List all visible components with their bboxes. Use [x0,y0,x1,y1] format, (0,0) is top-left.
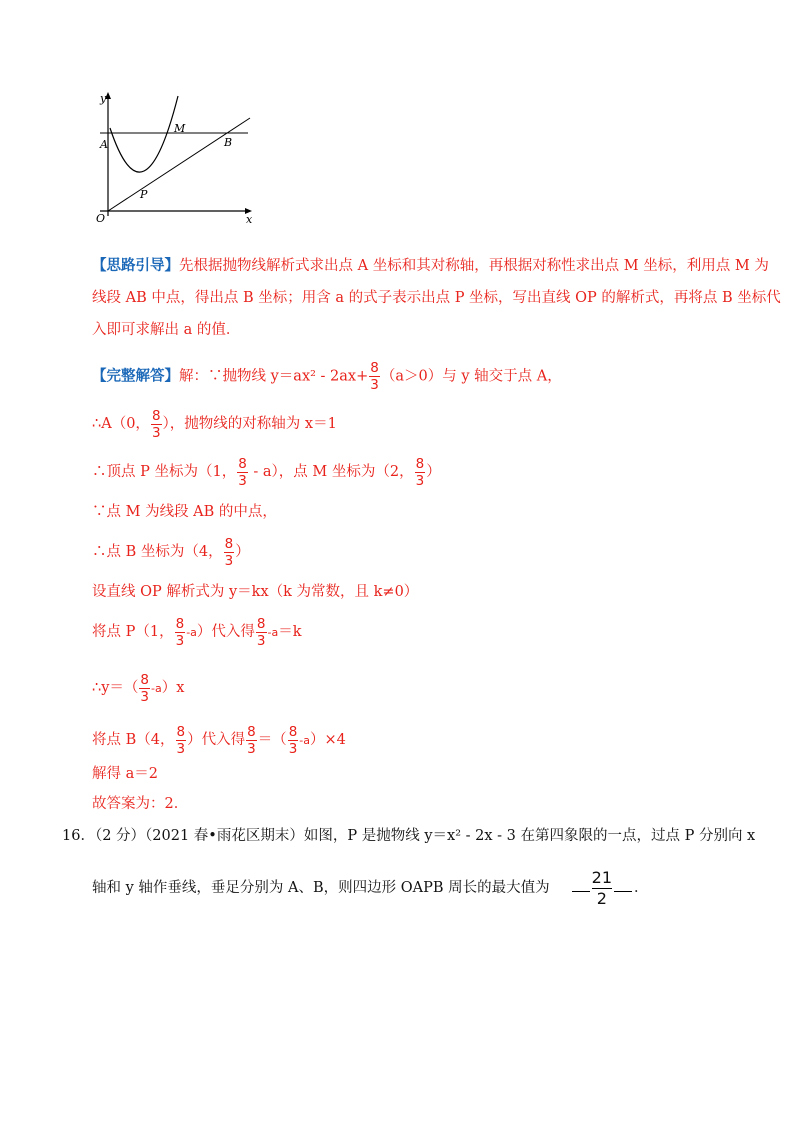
fraction-8-3: $\frac{8}{3}$ [415,455,425,489]
solution-line-8: ∴y＝（ $\frac{8}{3}$ -a）x [92,671,185,705]
answer-fraction: $\frac{21}{2}$ [591,867,612,908]
solution-line-3: ∴顶点 P 坐标为（1， $\frac{8}{3}$ - a），点 M 坐标为（2， $\frac{8}{3}$ ） [92,455,441,489]
hint-text-1: 先根据抛物线解析式求出点 A 坐标和其对称轴，再根据对称性求出点 M 坐标，利用点 M 为 [179,258,769,274]
solution-line-10: 解得 a＝2 [92,766,158,782]
label-y: y [100,92,107,105]
label-B: B [224,136,233,149]
solution-line-4: ∵点 M 为线段 AB 的中点， [92,504,277,520]
solution-line-9: 将点 B（4， $\frac{8}{3}$ ）代入得 $\frac{8}{3}$ ＝（ $\frac{8}{3}$ -a）×4 [92,723,346,757]
hint-line-2: 线段 AB 中点，得出点 B 坐标；用含 a 的式子表示出点 P 坐标，写出直线 OP 的解析式，再将点 B 坐标代 [92,290,781,306]
label-A: A [100,138,108,151]
solution-line-7: 将点 P（1， $\frac{8}{3}$ -a）代入得 $\frac{8}{3}$ -a＝k [92,615,302,649]
solution-line-5: ∴点 B 坐标为（4， $\frac{8}{3}$ ） [92,535,250,569]
answer-blank-left [572,877,590,892]
parabola-diagram [90,88,260,228]
fraction-8-3: $\frac{8}{3}$ [370,360,379,393]
fraction-8-3: $\frac{8}{3}$ [151,407,161,441]
label-O: O [96,212,106,225]
hint-tag: 【思路引导】 [92,257,179,274]
hint-line-3: 入即可求解出 a 的值． [92,322,241,338]
solution-tag: 【完整解答】 [92,367,179,385]
solution-line-11: 故答案为：2． [92,796,189,812]
fraction-8-3: $\frac{8}{3}$ [224,535,234,569]
solution-line-2: ∴A（0， $\frac{8}{3}$ ），抛物线的对称轴为 x＝1 [92,407,337,441]
solution-line-1 [92,360,800,393]
parabola-curve [110,96,178,172]
fraction-8-3: $\frac{8}{3}$ [238,455,247,489]
solution-s1-post: （a＞0）与 y 轴交于点 A， [380,368,562,385]
answer-blank-right [614,877,632,892]
hint-line-1 [92,256,782,276]
question-16-line-1: 16．（2 分）（2021 春•雨花区期末）如图，P 是抛物线 y＝x² - 2x - 3 在第四象限的一点，过点 P 分别向 x [62,828,756,844]
label-P: P [140,188,148,201]
parabola-figure [90,88,260,228]
label-x: x [246,213,253,226]
question-16-line-2: 轴和 y 轴作垂线，垂足分别为 A、B，则四边形 OAPB 周长的最大值为 $\frac{21}{2}$ ． [92,867,649,908]
fraction-8-3: $\frac{8}{3}$ [247,723,256,757]
label-M: M [174,122,186,135]
fraction-8-3: $\frac{8}{3}$ [256,615,266,649]
fraction-8-3: $\frac{8}{3}$ [176,723,186,757]
fraction-8-3: $\frac{8}{3}$ [175,615,185,649]
fraction-8-3: $\frac{8}{3}$ [288,723,298,757]
solution-line-6: 设直线 OP 解析式为 y＝kx（k 为常数，且 k≠0） [92,584,419,600]
fraction-8-3: $\frac{8}{3}$ [140,671,150,705]
solution-s1-pre: 解：∵抛物线 y＝ax² - 2ax+ [179,368,369,385]
